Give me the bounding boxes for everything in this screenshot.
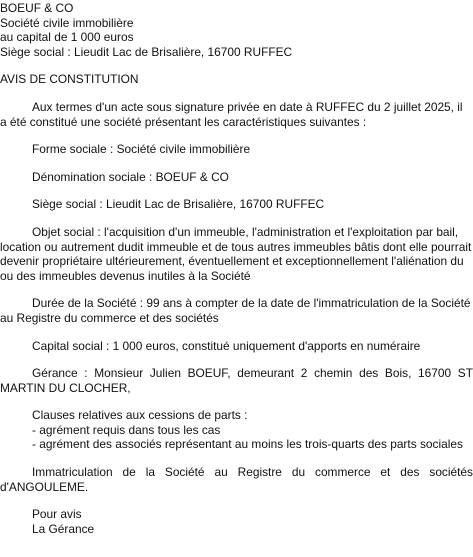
objet-line-1: Objet social : l'acquisition d'un immeuble, l'administration et l'exploitation par bail,	[32, 224, 459, 239]
intro-line-1: Aux termes d'un acte sous signature privée en date à RUFFEC du 2 juillet 2025, il	[32, 99, 463, 114]
clauses-item-2: - agrément des associés représentant au moins les trois-quarts des parts sociales	[32, 437, 463, 452]
denomination-sociale: Dénomination sociale : BOEUF & CO	[32, 169, 229, 184]
immatriculation-paragraph	[0, 465, 473, 494]
gerance-line-1: Gérance : Monsieur Julien BOEUF, demeurant 2 chemin des Bois, 16700 ST	[32, 366, 473, 381]
forme-paragraph	[0, 142, 473, 157]
forme-sociale: Forme sociale : Société civile immobilière	[32, 142, 251, 157]
company-capital: au capital de 1 000 euros	[0, 30, 134, 45]
objet-paragraph	[0, 225, 473, 283]
immatriculation-line-1: Immatriculation de la Société au Registre du commerce et des sociétés	[32, 465, 473, 480]
company-seat: Siège social : Lieudit Lac de Brisalière, 16700 RUFFEC	[0, 44, 293, 59]
company-form: Société civile immobilière	[0, 15, 134, 30]
denomination-paragraph	[0, 170, 473, 185]
signature-gerance: La Gérance	[32, 521, 95, 536]
notice-title: AVIS DE CONSTITUTION	[0, 72, 139, 87]
capital-paragraph	[0, 339, 473, 354]
duree-line-1: Durée de la Société : 99 ans à compter de la date de l'immatriculation de la Société	[32, 296, 471, 311]
siege-paragraph	[0, 197, 473, 212]
immatriculation-line-2: d'ANGOULEME.	[0, 479, 89, 494]
company-header	[0, 1, 473, 59]
intro-paragraph	[0, 100, 473, 129]
clauses-title: Clauses relatives aux cessions de parts :	[32, 408, 248, 423]
closing-block	[0, 507, 473, 536]
gerance-line-2: MARTIN DU CLOCHER,	[0, 380, 131, 395]
clauses-item-1: - agrément requis dans tous les cas	[32, 422, 221, 437]
objet-line-2: location ou autrement dudit immeuble et de tous autres immeubles bâtis dont elle pourrait	[0, 239, 472, 254]
gerance-paragraph	[0, 366, 473, 395]
capital-social: Capital social : 1 000 euros, constitué uniquement d'apports en numéraire	[32, 338, 421, 353]
intro-line-2: a été constitué une société présentant les caractéristiques suivantes :	[0, 114, 367, 129]
clauses-paragraph	[0, 408, 473, 452]
pour-avis: Pour avis	[32, 507, 82, 522]
objet-line-4: ou des immeubles devenus inutiles à la Société	[0, 268, 251, 283]
siege-social: Siège social : Lieudit Lac de Brisalière, 16700 RUFFEC	[32, 197, 325, 212]
notice-title-block	[0, 72, 473, 87]
objet-line-3: devenir propriétaire ultérieurement, éventuellement et exceptionnellement l'aliénation du	[0, 254, 464, 269]
duree-line-2: au Registre du commerce et des sociétés	[0, 310, 219, 325]
company-name: BOEUF & CO	[0, 1, 74, 15]
duree-paragraph	[0, 296, 473, 325]
